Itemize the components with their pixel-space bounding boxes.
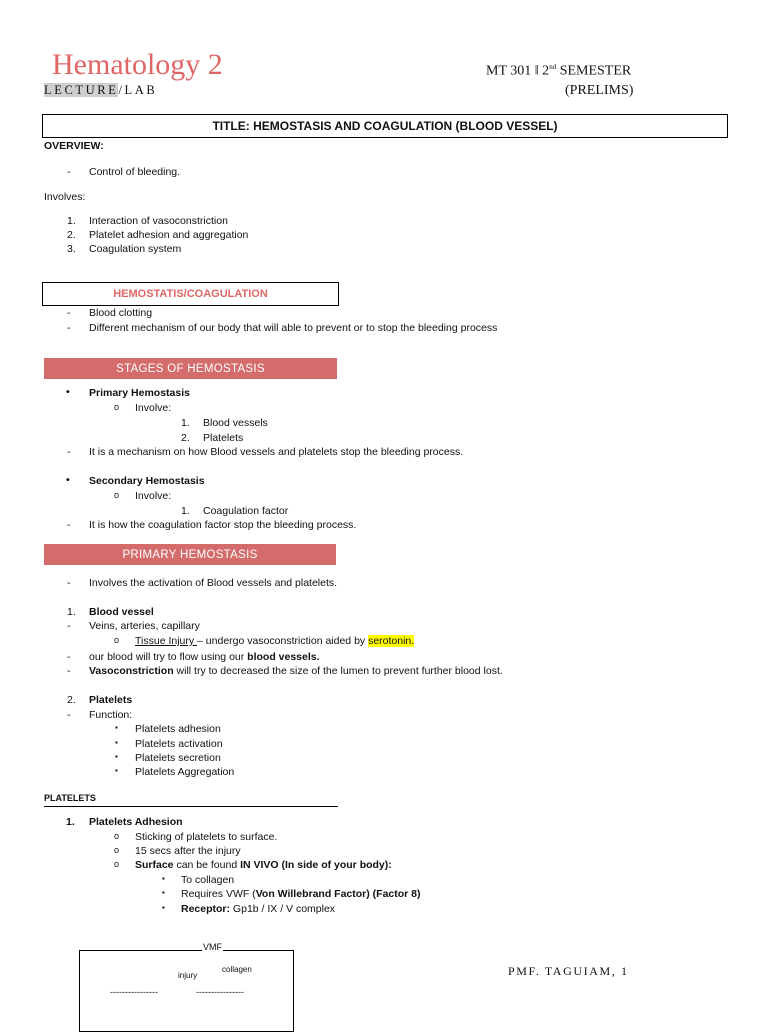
vwf-bold: Von Willebrand Factor) (Factor 8) — [255, 888, 421, 900]
semester-text: SEMESTER — [556, 63, 632, 79]
course-code — [486, 63, 631, 80]
adhesion-title: Platelets Adhesion — [89, 816, 183, 828]
lab-label: /LAB — [118, 83, 158, 97]
lecture-lab-label — [44, 83, 157, 98]
receptor-line — [181, 903, 335, 915]
invivo-bold: IN VIVO (In side of your body): — [240, 859, 392, 871]
involves-label: Involves: — [44, 191, 86, 203]
secondary-hemostasis-title: Secondary Hemostasis — [89, 475, 205, 487]
platelets-heading: PLATELETS — [44, 793, 96, 803]
section-rule — [44, 806, 338, 807]
receptor-text: Gp1b / IX / V complex — [230, 903, 336, 915]
flow-text: our blood will try to flow using our — [89, 651, 248, 663]
bullet-dot: • — [66, 386, 70, 398]
function-label: Function: — [89, 709, 133, 721]
overview-bullet: Control of bleeding. — [89, 166, 181, 178]
course-code-text: MT 301 ‖ 2 — [486, 63, 550, 79]
list-item: Platelet adhesion and aggregation — [89, 229, 249, 241]
list-number: 1. — [181, 505, 190, 517]
square-bullet: ▪ — [115, 723, 118, 732]
hemostasis-bullet: Different mechanism of our body that will able to prevent or to stop the bleeding process — [89, 322, 498, 334]
dash-bullet: - — [67, 709, 71, 721]
vessel-types: Veins, arteries, capillary — [89, 620, 200, 632]
square-bullet: ▪ — [162, 903, 165, 912]
vaso-bold: Vasoconstriction — [89, 665, 174, 677]
square-bullet: ▪ — [115, 738, 118, 747]
square-bullet: ▪ — [115, 766, 118, 775]
diagram-injury-label: injury — [178, 971, 198, 980]
surface-text: can be found — [173, 859, 241, 871]
primary-desc: It is a mechanism on how Blood vessels and platelets stop the bleeding process. — [89, 446, 464, 458]
vaso-text: will try to decreased the size of the lumen to prevent further blood lost. — [173, 665, 503, 677]
primary-intro: Involves the activation of Blood vessels and platelets. — [89, 577, 338, 589]
list-item: Blood vessels — [203, 417, 268, 429]
dash-bullet: - — [67, 620, 71, 632]
function-item: Platelets secretion — [135, 752, 221, 764]
adhesion-item: 15 secs after the injury — [135, 845, 241, 857]
serotonin-highlight: serotonin. — [368, 635, 415, 647]
involve-label: Involve: — [135, 402, 172, 414]
vwf-line — [181, 888, 421, 900]
term-label: (PRELIMS) — [565, 83, 634, 98]
list-number: 1. — [66, 816, 75, 828]
list-item: Interaction of vasoconstriction — [89, 215, 228, 227]
diagram-collagen-label: collagen — [222, 965, 252, 974]
semester-sup: nd — [549, 63, 557, 71]
dash-bullet: - — [67, 519, 71, 531]
list-number: 2. — [67, 694, 76, 706]
list-number: 1. — [181, 417, 190, 429]
flow-bold: blood vessels. — [247, 651, 320, 663]
dash-bullet: - — [67, 577, 71, 589]
circle-bullet: o — [114, 859, 120, 869]
square-bullet: ▪ — [162, 888, 165, 897]
square-bullet: ▪ — [115, 752, 118, 761]
surface-sub: To collagen — [181, 874, 235, 886]
secondary-desc: It is how the coagulation factor stop the bleeding process. — [89, 519, 357, 531]
surface-bold: Surface — [135, 859, 174, 871]
list-number: 2. — [181, 432, 190, 444]
tissue-injury-label: Tissue Injury — [135, 635, 198, 647]
list-item: Coagulation factor — [203, 505, 289, 517]
diagram-dash-right: ---------------- — [196, 987, 244, 997]
primary-hemostasis-title: Primary Hemostasis — [89, 387, 190, 399]
dash-bullet: - — [67, 446, 71, 458]
square-bullet: ▪ — [162, 874, 165, 883]
vasoconstriction-line — [89, 665, 503, 677]
circle-bullet: o — [114, 635, 120, 645]
circle-bullet: o — [114, 402, 120, 412]
involve-label: Involve: — [135, 490, 172, 502]
stages-banner: STAGES OF HEMOSTASIS — [44, 358, 337, 379]
flow-line — [89, 651, 320, 663]
receptor-bold: Receptor: — [181, 903, 231, 915]
vwf-text: Requires VWF ( — [181, 888, 256, 900]
list-number: 3. — [67, 243, 76, 255]
overview-heading: OVERVIEW: — [44, 140, 104, 152]
blood-vessel-title: Blood vessel — [89, 606, 154, 618]
function-item: Platelets activation — [135, 738, 223, 750]
diagram-dash-left: ---------------- — [110, 987, 158, 997]
surface-line — [135, 859, 392, 871]
author-footer: PMF. TAGUIAM, 1 — [508, 964, 629, 978]
list-item: Coagulation system — [89, 243, 182, 255]
list-number: 2. — [67, 229, 76, 241]
list-item: Platelets — [203, 432, 244, 444]
hemostasis-bullet: Blood clotting — [89, 307, 153, 319]
platelets-title: Platelets — [89, 694, 133, 706]
dash-bullet: - — [67, 665, 71, 677]
lecture-label: LECTURE — [44, 83, 119, 97]
dash-bullet: - — [67, 322, 71, 334]
circle-bullet: o — [114, 845, 120, 855]
circle-bullet: o — [114, 831, 120, 841]
tissue-injury-text: – undergo vasoconstriction aided by — [197, 635, 369, 647]
list-number: 1. — [67, 215, 76, 227]
dash-bullet: - — [67, 307, 71, 319]
circle-bullet: o — [114, 490, 120, 500]
hemostasis-box: HEMOSTATIS/COAGULATION — [42, 282, 339, 306]
list-number: 1. — [67, 606, 76, 618]
diagram-vwf-label: VMF — [203, 942, 222, 952]
primary-hemostasis-banner: PRIMARY HEMOSTASIS — [44, 544, 336, 565]
tissue-injury-line — [135, 635, 414, 647]
dash-bullet: - — [67, 166, 71, 178]
dash-bullet: - — [67, 651, 71, 663]
function-item: Platelets adhesion — [135, 723, 221, 735]
course-title: Hematology 2 — [52, 48, 223, 81]
bullet-dot: • — [66, 474, 70, 486]
adhesion-item: Sticking of platelets to surface. — [135, 831, 278, 843]
document-title: TITLE: HEMOSTASIS AND COAGULATION (BLOOD VESSEL) — [42, 114, 728, 138]
function-item: Platelets Aggregation — [135, 766, 235, 778]
